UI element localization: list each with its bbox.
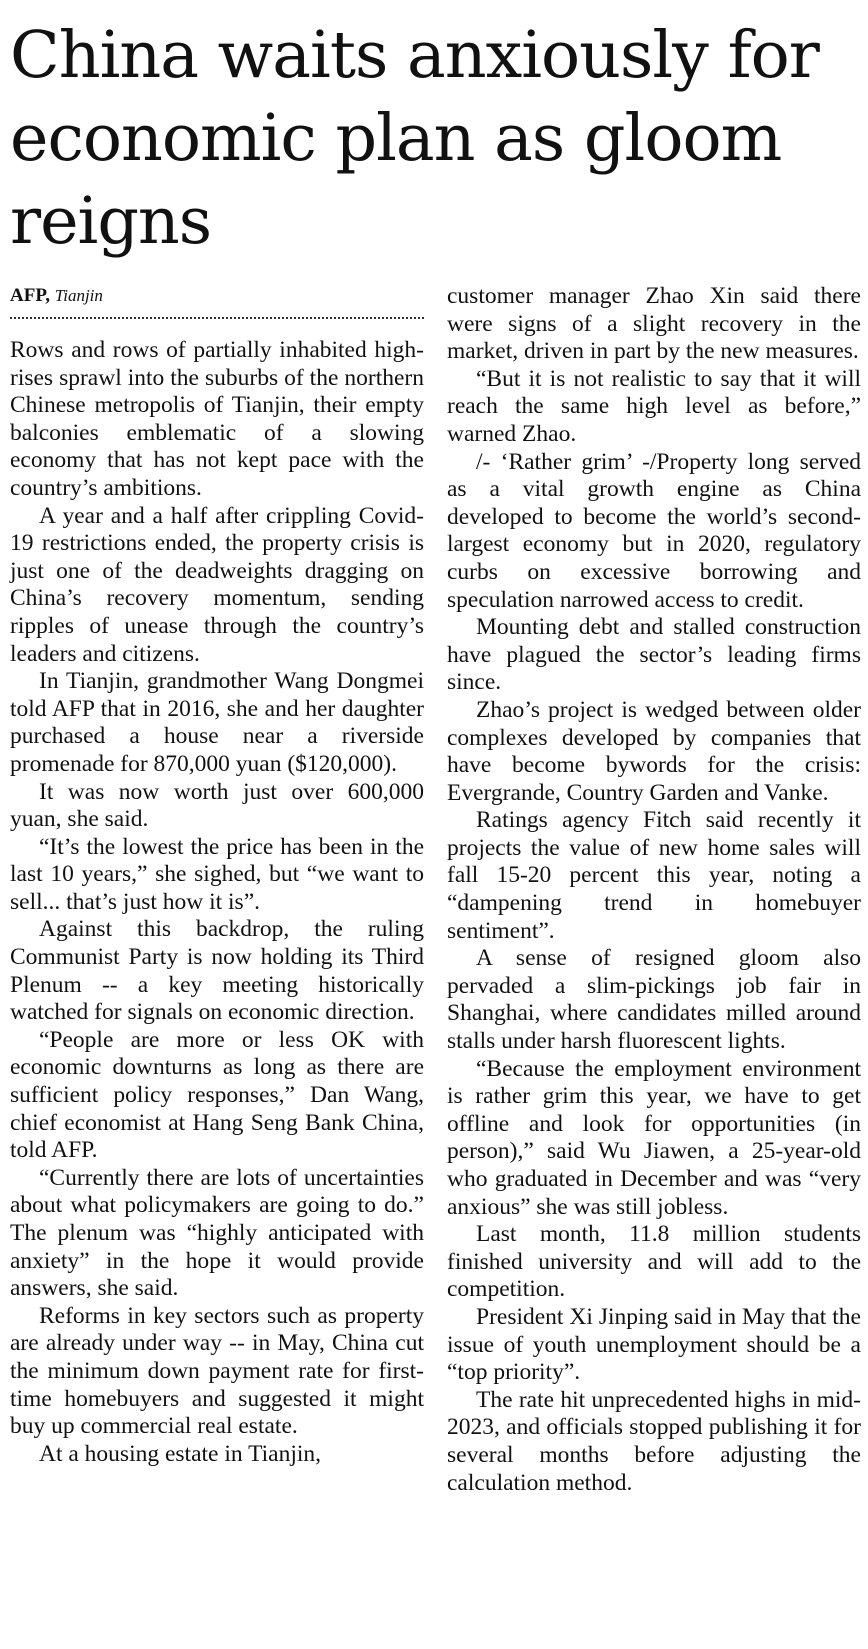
left-column xyxy=(10,284,424,1468)
paragraph: customer manager Zhao Xin said there were signs of a slight recovery in the market, driven in part by the new measures. xyxy=(447,283,861,365)
left-column-text xyxy=(10,337,424,1468)
paragraph: The rate hit unprecedented highs in mid-2023, and officials stopped publishing it for several months before adjusting the calculation method. xyxy=(447,1386,861,1496)
paragraph: “Because the employment environment is rather grim this year, we have to get offline and look for opportunities (in person),” said Wu Jiawen, a 25-year-old who graduated in December and was “very anxious” she was still jobless. xyxy=(447,1055,861,1220)
paragraph: Last month, 11.8 million students finished university and will add to the competition. xyxy=(447,1221,861,1303)
paragraph: Reforms in key sectors such as property are already under way -- in May, China cut the minimum down payment rate for first-time homebuyers and suggested it might buy up commercial real estate. xyxy=(10,1302,424,1440)
paragraph: “But it is not realistic to say that it will reach the same high level as before,” warned Zhao. xyxy=(447,365,861,447)
paragraph: Rows and rows of partially inhabited high-rises sprawl into the suburbs of the northern Chinese metropolis of Tianjin, their empty balconies emblematic of a slowing economy that has not kept pace with the country’s ambitions. xyxy=(10,337,424,501)
paragraph: “People are more or less OK with economic downturns as long as there are sufficient policy responses,” Dan Wang, chief economist at Hang Seng Bank China, told AFP. xyxy=(10,1026,424,1164)
headline: China waits anxiously for economic plan as gloom reigns xyxy=(10,18,819,259)
paragraph: At a housing estate in Tianjin, xyxy=(39,1440,321,1467)
paragraph: “Currently there are lots of uncertainties about what policymakers are going to do.” The plenum was “highly anticipated with anxiety” in the hope it would provide answers, she said. xyxy=(10,1164,424,1302)
paragraph: President Xi Jinping said in May that the issue of youth unemployment should be a “top priority”. xyxy=(447,1303,861,1386)
paragraph: A sense of resigned gloom also pervaded a slim-pickings job fair in Shanghai, where candidates milled around stalls under harsh fluorescent lights. xyxy=(447,945,861,1055)
paragraph: It was now worth just over 600,000 yuan, she said. xyxy=(10,778,424,833)
paragraph: A year and a half after crippling Covid-19 restrictions ended, the property crisis is just one of the deadweights dragging on China’s recovery momentum, sending ripples of unease through the country’s leaders and citizens. xyxy=(10,502,424,667)
paragraph: Ratings agency Fitch said recently it projects the value of new home sales will fall 15-20 percent this year, noting a “dampening trend in homebuyer sentiment”. xyxy=(447,807,861,944)
paragraph: In Tianjin, grandmother Wang Dongmei told AFP that in 2016, she and her daughter purchased a house near a riverside promenade for 870,000 yuan ($120,000). xyxy=(10,668,424,777)
right-column xyxy=(447,283,861,1497)
byline-location: Tianjin xyxy=(54,286,103,305)
paragraph: “It’s the lowest the price has been in the last 10 years,” she sighed, but “we want to sell... that’s just how it is”. xyxy=(10,833,424,915)
paragraph: /- ‘Rather grim’ -/Property long served as a vital growth engine as China developed to become the world’s second-largest economy but in 2020, regulatory curbs on excessive borrowing and speculation narrowed access to credit. xyxy=(447,448,861,613)
paragraph: Zhao’s project is wedged between older complexes developed by companies that have become bywords for the crisis: Evergrande, Country Garden and Vanke. xyxy=(447,696,861,806)
right-column-text xyxy=(447,283,861,1497)
paragraph: Against this backdrop, the ruling Communist Party is now holding its Third Plenum -- a key meeting historically watched for signals on economic direction. xyxy=(10,916,424,1026)
byline xyxy=(10,284,424,319)
byline-agency: AFP, xyxy=(10,285,50,306)
paragraph: Mounting debt and stalled construction have plagued the sector’s leading firms since. xyxy=(447,614,861,696)
